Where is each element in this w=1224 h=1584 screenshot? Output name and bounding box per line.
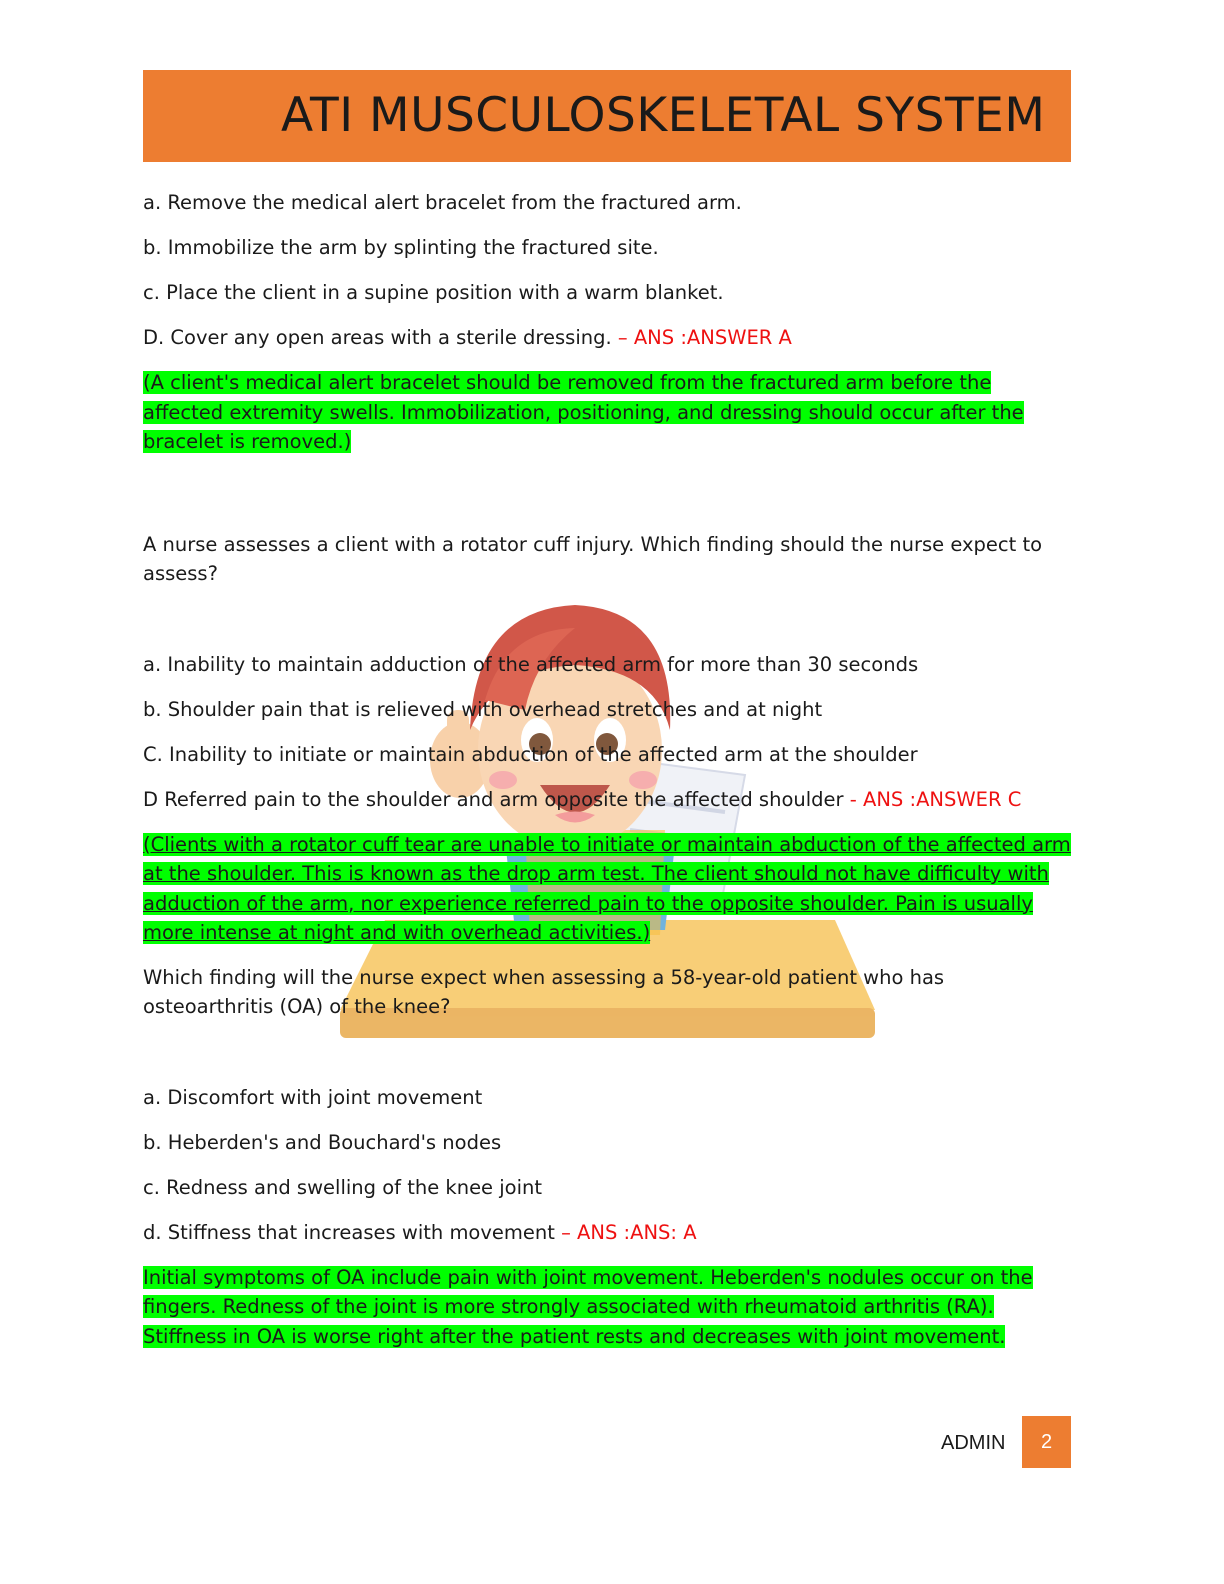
option-a: a. Inability to maintain adduction of the affected arm for more than 30 seconds	[143, 652, 919, 676]
header-bar	[143, 70, 1071, 162]
option-d-text: d. Stiffness that increases with movement	[143, 1220, 555, 1244]
rationale-text: (A client's medical alert bracelet should be removed from the fractured arm before the affected extremity swells. Immobilization, positioning, and dressing should occur after the bracelet is removed.)	[143, 371, 1024, 453]
option-c: c. Redness and swelling of the knee joint	[143, 1175, 543, 1199]
rationale-text: Initial symptoms of OA include pain with joint movement. Heberden's nodules occur on the fingers. Redness of the joint is more strongly associated with rheumatoid arthritis (RA). Stiffness in OA is worse right after the patient rests and decreases with joint movement.	[143, 1265, 1033, 1348]
page-title: ATI MUSCULOSKELETAL SYSTEM	[281, 88, 1046, 143]
option-c: C. Inability to initiate or maintain abduction of the affected arm at the shoulder	[143, 742, 918, 766]
option-b: b. Heberden's and Bouchard's nodes	[143, 1130, 502, 1154]
option-d-text: D. Cover any open areas with a sterile dressing.	[143, 326, 612, 349]
question-text: A nurse assesses a client with a rotator cuff injury. Which finding should the nurse expect to assess?	[143, 532, 1043, 585]
footer-author: ADMIN	[941, 1432, 1006, 1454]
page-number: 2	[1022, 1416, 1071, 1468]
option-a: a. Remove the medical alert bracelet from the fractured arm.	[143, 191, 742, 214]
rationale	[143, 1263, 1073, 1352]
document-body	[143, 188, 1073, 1351]
option-d-text: D Referred pain to the shoulder and arm opposite the affected shoulder	[143, 787, 844, 811]
answer-key: – ANS :ANS: A	[554, 1220, 697, 1244]
option-d	[143, 785, 1073, 815]
option-d	[143, 323, 1073, 353]
rationale-text: (Clients with a rotator cuff tear are unable to initiate or maintain abduction of the affected arm at the shoulder. This is known as the drop arm test. The client should not have difficulty with adduction of the arm, nor experience referred pain to the opposite shoulder. Pain is usually more intense at night and with overhead activities.)	[143, 832, 1071, 944]
question-text: Which finding will the nurse expect when assessing a 58-year-old patient who has osteoarthritis (OA) of the knee?	[143, 965, 945, 1018]
option-c: c. Place the client in a supine position with a warm blanket.	[143, 281, 724, 304]
answer-key: – ANS :ANSWER A	[611, 326, 792, 349]
answer-key: - ANS :ANSWER C	[843, 787, 1022, 811]
option-b: b. Immobilize the arm by splinting the fractured site.	[143, 236, 659, 259]
rationale	[143, 368, 1073, 457]
option-a: a. Discomfort with joint movement	[143, 1085, 483, 1109]
option-d	[143, 1218, 1073, 1248]
option-b: b. Shoulder pain that is relieved with overhead stretches and at night	[143, 697, 823, 721]
rationale	[143, 830, 1073, 948]
